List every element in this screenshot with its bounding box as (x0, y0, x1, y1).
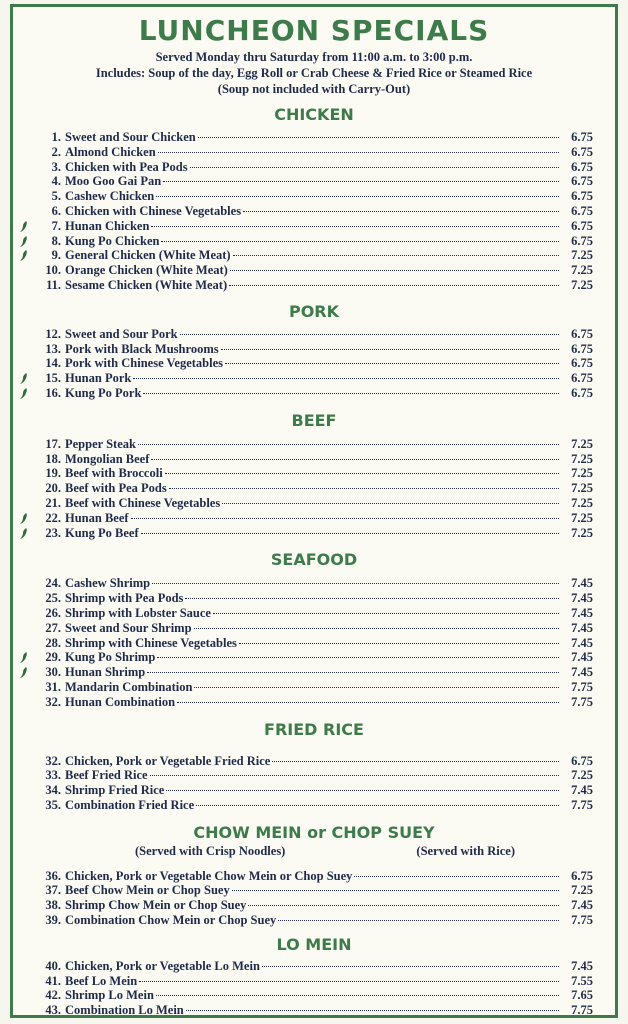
item-name: Shrimp with Pea Pods (65, 591, 184, 606)
hot-pepper-icon (19, 527, 29, 540)
item-price: 6.75 (571, 326, 593, 341)
item-price: 6.75 (571, 174, 593, 189)
item-name: Shrimp with Lobster Sauce (65, 605, 211, 620)
menu-item (35, 342, 593, 357)
dot-leader (180, 334, 559, 335)
item-price: 7.45 (571, 620, 593, 635)
item-price: 6.75 (571, 189, 593, 204)
item-number: 4. (51, 174, 61, 189)
hot-pepper-icon (19, 387, 29, 400)
hot-pepper-icon (19, 372, 29, 385)
menu-item (35, 327, 593, 342)
menu-item (35, 636, 593, 651)
menu-item (35, 511, 593, 526)
item-number: 37. (45, 883, 61, 898)
menu-item (35, 768, 593, 783)
item-name: Beef Chow Mein or Chop Suey (65, 883, 230, 898)
hot-pepper-icon (19, 651, 29, 664)
dot-leader (165, 473, 559, 474)
item-name: Beef with Broccoli (65, 466, 163, 481)
item-name: Sweet and Sour Chicken (65, 130, 196, 144)
item-number: 33. (45, 768, 61, 783)
section-title-fried-rice: FRIED RICE (264, 719, 364, 739)
rice-note: (Served with Rice) (416, 843, 515, 858)
item-number: 14. (45, 356, 61, 371)
dot-leader (133, 378, 559, 379)
menu-item (35, 988, 593, 1003)
menu-item (35, 680, 593, 695)
item-price: 7.45 (571, 958, 593, 973)
item-name: Shrimp with Chinese Vegetables (65, 635, 237, 650)
dot-leader (230, 270, 559, 271)
menu-item (35, 606, 593, 621)
section-title-pork: PORK (288, 301, 340, 321)
dot-leader (229, 285, 559, 286)
menu-item (35, 576, 593, 591)
item-number: 38. (45, 898, 61, 913)
dot-leader (196, 805, 559, 806)
item-number: 30. (45, 665, 61, 680)
item-number: 31. (45, 679, 61, 694)
dot-leader (272, 761, 559, 762)
item-price: 6.75 (571, 130, 593, 144)
item-name: Hunan Combination (65, 694, 176, 709)
item-price: 7.25 (571, 451, 593, 466)
hot-pepper-icon (19, 249, 29, 262)
item-name: Beef with Pea Pods (65, 481, 167, 496)
dot-leader (177, 702, 559, 703)
menu-item (35, 481, 593, 496)
item-number: 39. (45, 913, 61, 928)
item-price: 6.75 (571, 385, 593, 400)
item-price: 7.25 (571, 525, 593, 540)
item-price: 7.25 (571, 248, 593, 263)
item-name: Cashew Chicken (65, 189, 155, 204)
pork-list (13, 327, 615, 401)
item-price: 7.25 (571, 277, 593, 292)
item-name: Shrimp Chow Mein or Chop Suey (65, 898, 247, 913)
dot-leader (151, 459, 559, 460)
menu-item (35, 621, 593, 636)
item-name: Orange Chicken (White Meat) (65, 263, 228, 278)
item-name: Chicken, Pork or Vegetable Lo Mein (65, 958, 260, 973)
menu-item (35, 974, 593, 989)
menu-item (35, 263, 593, 278)
item-name: General Chicken (White Meat) (65, 248, 231, 263)
dot-leader (232, 890, 559, 891)
menu-item (35, 189, 593, 204)
menu-item (35, 130, 593, 145)
dot-leader (186, 1010, 559, 1011)
dot-leader (156, 196, 559, 197)
item-number: 21. (45, 495, 61, 510)
item-name: Cashew Shrimp (65, 576, 151, 591)
item-name: Chicken, Pork or Vegetable Fried Rice (65, 753, 271, 768)
item-number: 17. (45, 436, 61, 451)
dot-leader (166, 790, 559, 791)
item-number: 32. (45, 694, 61, 709)
item-name: Beef with Chinese Vegetables (65, 495, 221, 510)
menu-item (35, 219, 593, 234)
item-number: 16. (45, 385, 61, 400)
item-name: Hunan Beef (65, 510, 129, 525)
item-name: Hunan Pork (65, 371, 132, 386)
dot-leader (190, 167, 559, 168)
menu-item (35, 869, 593, 884)
item-price: 6.75 (571, 341, 593, 356)
dot-leader (151, 226, 559, 227)
item-name: Beef Fried Rice (65, 768, 148, 783)
menu-title: LUNCHEON SPECIALS (138, 14, 490, 47)
dot-leader (222, 503, 559, 504)
menu-item (35, 1003, 593, 1018)
dot-leader (156, 995, 559, 996)
item-name: Pork with Black Mushrooms (65, 341, 219, 356)
dot-leader (233, 255, 559, 256)
item-number: 25. (45, 591, 61, 606)
item-number: 8. (51, 233, 61, 248)
dot-leader (213, 613, 559, 614)
item-name: Sweet and Sour Shrimp (65, 620, 192, 635)
menu-item (35, 452, 593, 467)
item-price: 7.75 (571, 797, 593, 812)
item-number: 34. (45, 783, 61, 798)
item-number: 29. (45, 650, 61, 665)
item-number: 22. (45, 510, 61, 525)
dot-leader (354, 876, 559, 877)
item-price: 7.25 (571, 768, 593, 783)
item-number: 35. (45, 797, 61, 812)
dot-leader (141, 533, 559, 534)
item-number: 41. (45, 973, 61, 988)
item-number: 27. (45, 620, 61, 635)
item-name: Kung Po Pork (65, 385, 142, 400)
menu-item (35, 913, 593, 928)
item-number: 24. (45, 576, 61, 591)
menu-item (35, 174, 593, 189)
menu-item (35, 371, 593, 386)
item-name: Mandarin Combination (65, 679, 193, 694)
item-name: Kung Po Beef (65, 525, 139, 540)
item-number: 40. (45, 958, 61, 973)
dot-leader (139, 981, 559, 982)
dot-leader (194, 628, 559, 629)
item-number: 9. (51, 248, 61, 263)
dot-leader (243, 211, 559, 212)
item-number: 43. (45, 1003, 61, 1018)
dot-leader (143, 393, 559, 394)
item-price: 7.75 (571, 679, 593, 694)
menu-item (35, 650, 593, 665)
item-number: 18. (45, 451, 61, 466)
item-price: 7.25 (571, 883, 593, 898)
section-title-beef: BEEF (291, 410, 337, 430)
item-number: 3. (51, 159, 61, 174)
section-title-seafood: SEAFOOD (270, 550, 358, 570)
item-price: 6.75 (571, 203, 593, 218)
item-price: 6.75 (571, 144, 593, 159)
dot-leader (152, 583, 559, 584)
item-number: 26. (45, 605, 61, 620)
item-price: 7.75 (571, 694, 593, 709)
item-name: Combination Chow Mein or Chop Suey (65, 913, 277, 928)
item-name: Combination Fried Rice (65, 797, 195, 812)
item-number: 15. (45, 371, 61, 386)
item-price: 7.25 (571, 466, 593, 481)
item-name: Chicken with Pea Pods (65, 159, 188, 174)
dot-leader (169, 488, 559, 489)
item-price: 7.45 (571, 576, 593, 591)
menu-item (35, 234, 593, 249)
dot-leader (147, 672, 559, 673)
item-price: 7.45 (571, 605, 593, 620)
item-price: 7.65 (571, 988, 593, 1003)
menu-item (35, 437, 593, 452)
item-name: Hunan Chicken (65, 218, 150, 233)
menu-item (35, 783, 593, 798)
menu-item (35, 754, 593, 769)
item-number: 32. (45, 753, 61, 768)
section-title-chicken: CHICKEN (274, 105, 354, 124)
menu-item (35, 959, 593, 974)
hot-pepper-icon (19, 512, 29, 525)
section-title-lo-mein: LO MEIN (276, 934, 352, 954)
item-price: 6.75 (571, 868, 593, 883)
hot-pepper-icon (19, 666, 29, 679)
dot-leader (131, 518, 559, 519)
dot-leader (262, 966, 559, 967)
item-name: Moo Goo Gai Pan (65, 174, 162, 189)
dot-leader (138, 444, 559, 445)
item-number: 36. (45, 868, 61, 883)
item-number: 6. (51, 203, 61, 218)
item-price: 7.45 (571, 591, 593, 606)
lo-mein-list (13, 959, 615, 1018)
item-number: 11. (46, 277, 61, 292)
item-number: 1. (51, 130, 61, 144)
dot-leader (198, 137, 559, 138)
chow-mein-notes (13, 843, 615, 859)
crisp-noodles-note: (Served with Crisp Noodles) (135, 843, 286, 858)
menu-item (35, 665, 593, 680)
menu-item (35, 496, 593, 511)
dot-leader (158, 152, 559, 153)
includes-note: Includes: Soup of the day, Egg Roll or Crab Cheese & Fried Rice or Steamed Rice (95, 66, 533, 80)
item-number: 28. (45, 635, 61, 650)
item-name: Mongolian Beef (65, 451, 150, 466)
item-number: 12. (45, 326, 61, 341)
item-name: Hunan Shrimp (65, 665, 146, 680)
menu-item (35, 386, 593, 401)
item-price: 6.75 (571, 371, 593, 386)
item-price: 6.75 (571, 233, 593, 248)
menu-item (35, 798, 593, 813)
menu-item (35, 591, 593, 606)
item-number: 19. (45, 466, 61, 481)
item-price: 6.75 (571, 218, 593, 233)
menu-item (35, 883, 593, 898)
item-number: 10. (45, 263, 61, 278)
item-price: 7.45 (571, 635, 593, 650)
item-number: 42. (45, 988, 61, 1003)
item-price: 7.25 (571, 510, 593, 525)
section-title-chow-mein: CHOW MEIN or CHOP SUEY (193, 822, 435, 842)
item-number: 2. (51, 144, 61, 159)
chow-mein-list (13, 869, 615, 928)
dot-leader (150, 775, 559, 776)
menu-item (35, 204, 593, 219)
item-name: Sesame Chicken (White Meat) (65, 277, 228, 292)
served-hours: Served Monday thru Saturday from 11:00 a.m. to 3:00 p.m. (155, 50, 473, 64)
menu-item (35, 160, 593, 175)
menu-item (35, 145, 593, 160)
item-name: Almond Chicken (65, 144, 156, 159)
item-price: 7.45 (571, 783, 593, 798)
dot-leader (225, 363, 559, 364)
item-number: 5. (51, 189, 61, 204)
item-price: 7.25 (571, 481, 593, 496)
menu-item (35, 248, 593, 263)
item-name: Pork with Chinese Vegetables (65, 356, 223, 371)
item-name: Pepper Steak (65, 436, 136, 451)
item-price: 7.75 (571, 1003, 593, 1018)
dot-leader (221, 349, 559, 350)
item-price: 6.75 (571, 159, 593, 174)
item-name: Chicken, Pork or Vegetable Chow Mein or Chop Suey (65, 868, 353, 883)
item-price: 7.25 (571, 263, 593, 278)
dot-leader (278, 920, 559, 921)
item-name: Kung Po Chicken (65, 233, 160, 248)
menu-item (35, 695, 593, 710)
item-name: Chicken with Chinese Vegetables (65, 203, 242, 218)
item-name: Shrimp Lo Mein (65, 988, 154, 1003)
menu-item (35, 278, 593, 293)
item-number: 20. (45, 481, 61, 496)
item-price: 6.75 (571, 356, 593, 371)
item-price: 6.75 (571, 753, 593, 768)
chicken-list (13, 130, 615, 293)
menu-item (35, 898, 593, 913)
dot-leader (163, 181, 559, 182)
dot-leader (194, 687, 559, 688)
dot-leader (185, 598, 559, 599)
beef-list (13, 437, 615, 541)
item-number: 7. (51, 218, 61, 233)
item-price: 7.45 (571, 665, 593, 680)
menu-item (35, 526, 593, 541)
dot-leader (248, 905, 559, 906)
item-price: 7.25 (571, 436, 593, 451)
seafood-list (13, 576, 615, 709)
menu-item (35, 466, 593, 481)
item-number: 13. (45, 341, 61, 356)
fried-rice-list (13, 754, 615, 813)
dot-leader (239, 643, 559, 644)
item-price: 7.45 (571, 650, 593, 665)
dot-leader (157, 657, 559, 658)
item-price: 7.25 (571, 495, 593, 510)
carryout-note: (Soup not included with Carry-Out) (217, 82, 411, 96)
menu-item (35, 356, 593, 371)
item-price: 7.75 (571, 913, 593, 928)
item-price: 7.45 (571, 898, 593, 913)
item-name: Beef Lo Mein (65, 973, 138, 988)
item-name: Kung Po Shrimp (65, 650, 156, 665)
item-name: Combination Lo Mein (65, 1003, 184, 1018)
hot-pepper-icon (19, 220, 29, 233)
item-price: 7.55 (571, 973, 593, 988)
item-name: Sweet and Sour Pork (65, 326, 178, 341)
dot-leader (161, 241, 559, 242)
hot-pepper-icon (19, 235, 29, 248)
item-name: Shrimp Fried Rice (65, 783, 165, 798)
menu-page (10, 4, 618, 1018)
item-number: 23. (45, 525, 61, 540)
